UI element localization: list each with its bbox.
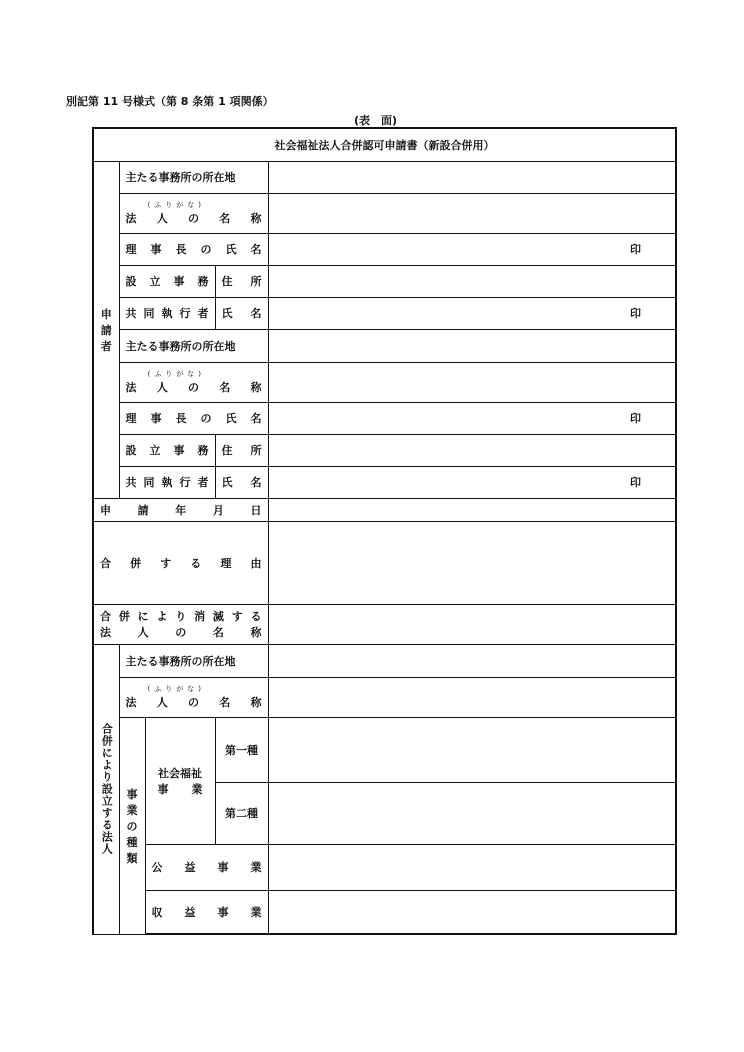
- dissolved-corp-field[interactable]: [268, 604, 676, 644]
- chairman-seal-1[interactable]: 印: [268, 233, 676, 265]
- chairman-label-1: 理 事 長 の 氏 名: [119, 233, 268, 265]
- type2-label: 第二種: [215, 782, 268, 844]
- corp-name-field-2[interactable]: [268, 362, 676, 402]
- founder-address-field-1[interactable]: [268, 265, 676, 297]
- corp-name-label-1: (ふりがな) 法 人 の 名 称: [119, 193, 268, 233]
- address-label-1: 住 所: [215, 265, 268, 297]
- founder-label-1: 設 立 事 務: [119, 265, 215, 297]
- application-date-label: 申 請 年 月 日: [93, 498, 268, 521]
- name-label-1: 氏 名: [215, 297, 268, 329]
- office-address-label-3: 主たる事務所の所在地: [119, 644, 268, 677]
- public-interest-label: 公 益 事 業: [145, 844, 268, 890]
- joint-exec-label-1: 共 同 執 行 者: [119, 297, 215, 329]
- applicant-label: 申 請 者: [93, 161, 119, 498]
- office-address-field-1[interactable]: [268, 161, 676, 193]
- founder-address-field-2[interactable]: [268, 434, 676, 466]
- merger-reason-field[interactable]: [268, 521, 676, 604]
- office-address-field-3[interactable]: [268, 644, 676, 677]
- application-form-table: [92, 127, 677, 935]
- corp-name-label-2: (ふりがな) 法 人 の 名 称: [119, 362, 268, 402]
- business-type-label: 事 業 の 種 類: [119, 717, 145, 934]
- founder-label-2: 設 立 事 務: [119, 434, 215, 466]
- joint-exec-label-2: 共 同 執 行 者: [119, 466, 215, 498]
- address-label-2: 住 所: [215, 434, 268, 466]
- application-date-field[interactable]: [268, 498, 676, 521]
- profit-business-field[interactable]: [268, 890, 676, 934]
- new-corp-label: 合併により設立する法人: [93, 644, 119, 934]
- joint-exec-seal-1[interactable]: 印: [268, 297, 676, 329]
- chairman-label-2: 理 事 長 の 氏 名: [119, 402, 268, 434]
- office-address-field-2[interactable]: [268, 329, 676, 362]
- corp-name-field-1[interactable]: [268, 193, 676, 233]
- side-label: (表 面): [354, 114, 398, 127]
- dissolved-corp-label: 合 併 に よ り 消 滅 す る 法 人 の 名 称: [93, 604, 268, 644]
- corp-name-label-3: (ふりがな) 法 人 の 名 称: [119, 677, 268, 717]
- merger-reason-label: 合 併 す る 理 由: [93, 521, 268, 604]
- office-address-label-2: 主たる事務所の所在地: [119, 329, 268, 362]
- profit-business-label: 収 益 事 業: [145, 890, 268, 934]
- type1-field[interactable]: [268, 717, 676, 782]
- social-welfare-business-label: 社会福祉 事 業: [145, 717, 215, 844]
- corp-name-field-3[interactable]: [268, 677, 676, 717]
- type2-field[interactable]: [268, 782, 676, 844]
- form-title: 社会福祉法人合併認可申請書（新設合併用）: [93, 128, 676, 161]
- form-reference: 別記第 11 号様式（第 8 条第 1 項関係）: [66, 95, 274, 108]
- public-interest-field[interactable]: [268, 844, 676, 890]
- office-address-label-1: 主たる事務所の所在地: [119, 161, 268, 193]
- type1-label: 第一種: [215, 717, 268, 782]
- chairman-seal-2[interactable]: 印: [268, 402, 676, 434]
- joint-exec-seal-2[interactable]: 印: [268, 466, 676, 498]
- name-label-2: 氏 名: [215, 466, 268, 498]
